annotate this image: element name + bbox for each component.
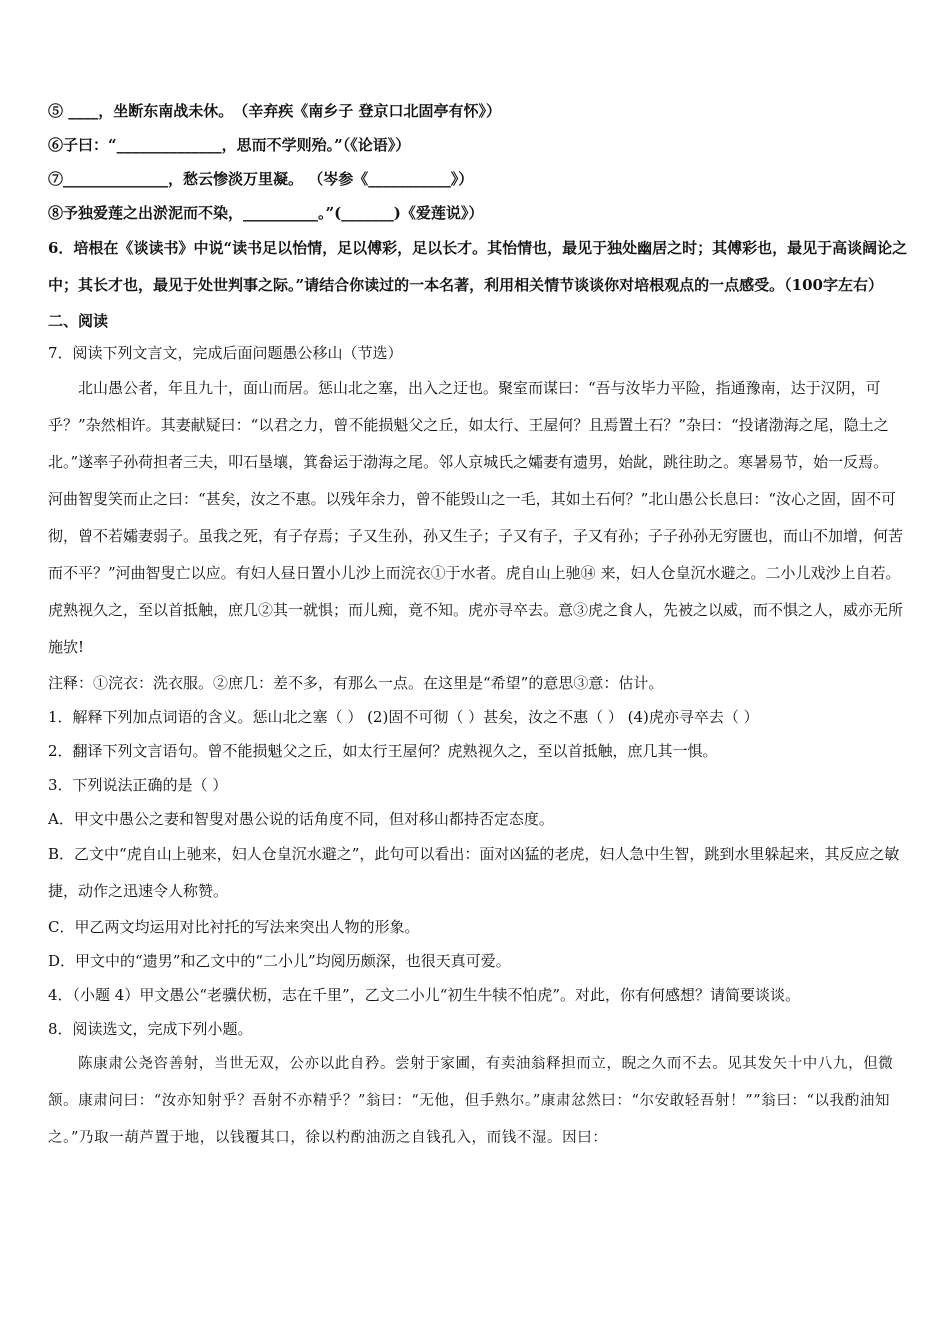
option-d: D．甲文中的“遗男”和乙文中的“二小儿”均阅历颇深，也很天真可爱。 bbox=[48, 952, 511, 970]
passage-a: 北山愚公者，年且九十，面山而居。惩山北之塞，出入之迂也。聚室而谋曰：“吾与汝毕力平险，指通豫南，达于汉阴，可乎？”杂然相许。其妻献疑曰：“以君之力，曾不能损魁父之丘，如太行、王屋何？且焉置土石？”杂曰：“投诸渤海之尾，隐土之北。”遂率子孙荷担者三夫，叩石垦壤，箕畚运于渤海之尾。邻人京城氏之孀妻有遗男，始龀，跳往助之。寒暑易节，始一反焉。 bbox=[48, 379, 889, 471]
sub-question-4: 4．（小题 4）甲文愚公“老骥伏枥，志在千里”，乙文二小儿“初生牛犊不怕虎”。对此，你有何感想？请简要谈谈。 bbox=[48, 986, 801, 1004]
poetry-line-8: ⑧予独爱莲之出淤泥而不染，__________。”(_______)《爱莲说》） bbox=[48, 204, 484, 222]
sub-question-1: 1．解释下列加点词语的含义。惩山北之塞（ ） (2)固不可彻（ ）甚矣，汝之不惠（ ） (4)虎亦寻卒去（ ） bbox=[48, 708, 759, 726]
option-c: C．甲乙两文均运用对比衬托的写法来突出人物的形象。 bbox=[48, 918, 420, 936]
section-heading-reading: 二、阅读 bbox=[48, 312, 109, 330]
document-page bbox=[48, 94, 910, 1157]
poetry-line-7: ⑦______________，愁云惨淡万里凝。 （岑参《___________》） bbox=[48, 170, 474, 188]
question-6: 6．培根在《谈读书》中说“读书足以怡情，足以傅彩，足以长才。其怡情也，最见于独处幽居之时；其傅彩也，最见于高谈阔论之中；其长才也，最见于处世判事之际。”请结合你读过的一本名著，利用相关情节谈谈你对培根观点的一点感受。（100字左右） bbox=[48, 239, 908, 294]
question-8-title: 8．阅读选文，完成下列小题。 bbox=[48, 1020, 253, 1038]
sub-question-3: 3．下列说法正确的是（ ） bbox=[48, 776, 228, 794]
poetry-line-5: ⑤ ____，坐断东南战未休。 （辛弃疾《南乡子 登京口北固亭有怀》） bbox=[48, 102, 501, 120]
annotation-note: 注释：①浣衣：洗衣服。②庶几：差不多，有那么一点。在这里是“希望”的意思③意：估计。 bbox=[48, 674, 664, 692]
passage-c: 陈康肃公尧咨善射，当世无双，公亦以此自矜。尝射于家圃，有卖油翁释担而立，睨之久而不去。见其发矢十中八九，但微颔。康肃问曰：“汝亦知射乎？吾射不亦精乎？”翁曰：“无他，但手熟尔。”康肃忿然曰：“尔安敢轻吾射！””翁曰：“以我酌油知之。”乃取一葫芦置于地，以钱覆其口，徐以杓酌油沥之自钱孔入，而钱不湿。因曰： bbox=[48, 1056, 894, 1146]
poetry-line-6: ⑥子曰：“______________，思而不学则殆。”（《论语》） bbox=[48, 136, 411, 154]
passage-b: 河曲智叟笑而止之曰：“甚矣，汝之不惠。以残年余力，曾不能毁山之一毛，其如土石何？”北山愚公长息曰：“汝心之固，固不可彻，曾不若孀妻弱子。虽我之死，有子存焉；子又生孙，孙又生子；子又有子，子又有孙；子子孙孙无穷匮也，而山不加增，何苦而不平？”河曲智叟亡以应。有妇人昼日置小儿沙上而浣衣①于水者。虎自山上驰⑭ 来，妇人仓皇沉水避之。二小儿戏沙上自若。虎熟视久之，至以首抵触，庶几②其一就惧；而儿痴，竟不知。虎亦寻卒去。意③虎之食人，先被之以威，而不惧之人，威亦无所施欤! bbox=[48, 490, 904, 656]
option-a: A．甲文中愚公之妻和智叟对愚公说的话角度不同，但对移山都持否定态度。 bbox=[48, 810, 554, 828]
question-7-title: 7．阅读下列文言文，完成后面问题愚公移山（节选） bbox=[48, 344, 403, 362]
option-b: B．乙文中“虎自山上驰来，妇人仓皇沉水避之”，此句可以看出：面对凶猛的老虎，妇人急中生智，跳到水里躲起来，其反应之敏捷，动作之迅速令人称赞。 bbox=[48, 845, 900, 900]
sub-question-2: 2．翻译下列文言语句。曾不能损魁父之丘，如太行王屋何？虎熟视久之，至以首抵触，庶几其一惧。 bbox=[48, 742, 718, 760]
